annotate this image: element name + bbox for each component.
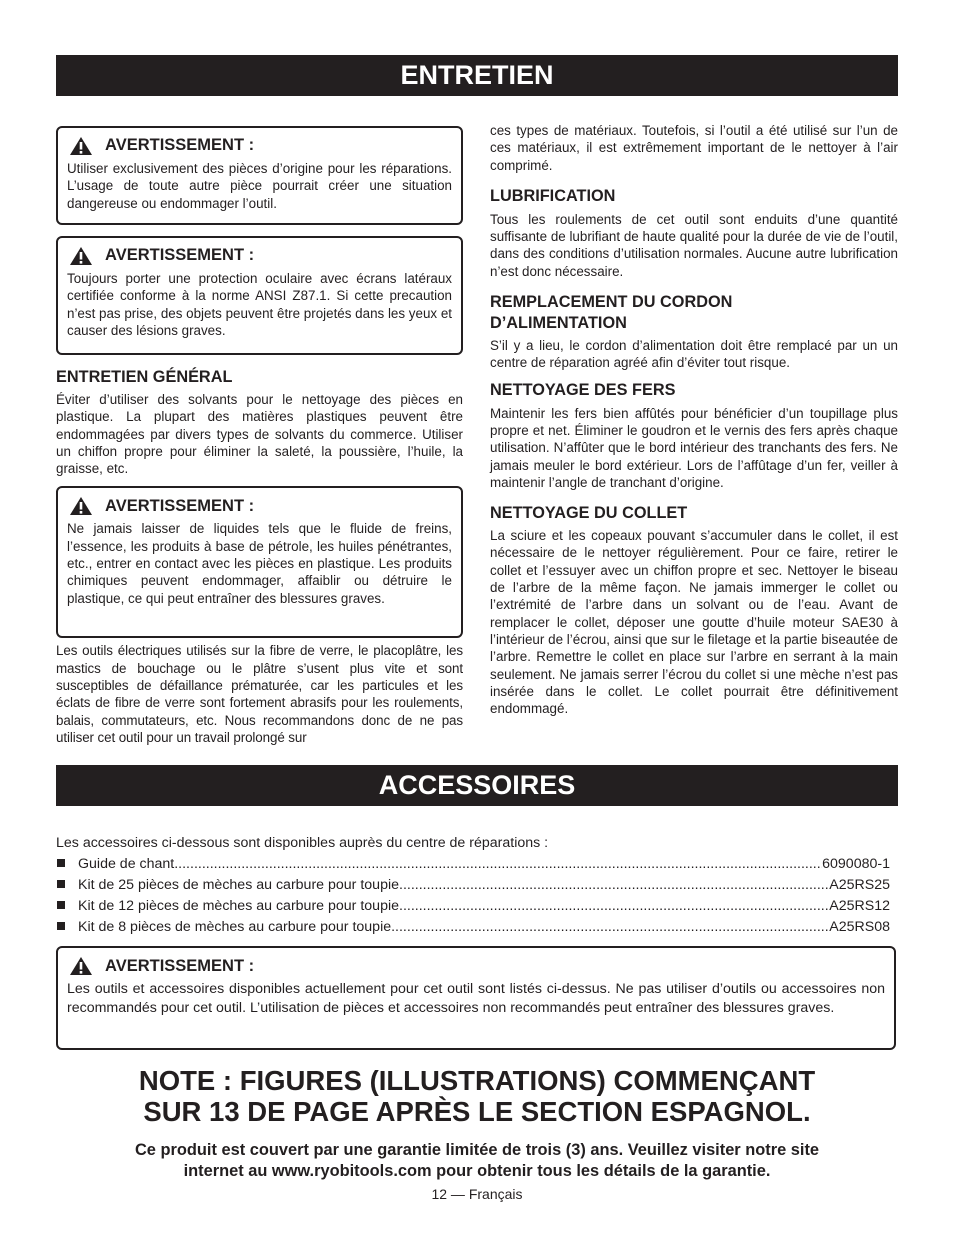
warning-triangle-icon (69, 136, 93, 156)
leader-dots (391, 917, 829, 938)
warning-title: AVERTISSEMENT : (105, 246, 255, 265)
paragraph-continued: ces types de matériaux. Toutefois, si l’outil a été utilisé sur l’un de ces matériaux, il est extrêmement important de le nettoyer à l’air comprimé. (490, 123, 898, 173)
warning-text: Les outils et accessoires disponibles actuellement pour cet outil sont listés ci-dessus. Ne pas utiliser d’outils ou accessoires non recommandés pour cet outil. L’utilisation de pièces et accessoires non recommandés peut entraîner des blessures graves. (67, 981, 885, 1016)
accessory-item (56, 854, 890, 875)
warning-triangle-icon (69, 496, 93, 516)
leader-dots (174, 854, 822, 875)
accessory-name: Kit de 12 pièces de mèches au carbure pour toupie (78, 898, 399, 914)
paragraph-cordon: S’il y a lieu, le cordon d’alimentation doit être remplacé par un un centre de réparation agréé afin d’éviter tout risque. (490, 338, 898, 371)
warning-box-original-parts (56, 126, 463, 225)
warranty-line-2: internet au www.ryobitools.com pour obtenir tous les détails de la garantie. (183, 1162, 771, 1180)
left-column (56, 126, 463, 746)
page-number: 12 — Français (431, 1186, 523, 1202)
accessory-code: A25RS12 (829, 898, 890, 914)
paragraph-collet: La sciure et les copeaux pouvant s’accumuler dans le collet, il est nécessaire de le nettoyer régulièrement. Pour ce faire, retirer le collet et l’essuyer avec un chiffon propre et sec. Nettoyer le biseau de l’arbre de la même façon. Ne jamais immerger le collet ou l’extrémité de l’arbre dans un solvant ou de l’eau. Avant de remplacer le collet, déposer une goutte d’huile moteur SAE30 à l’intérieur de l’écrou, ainsi que sur le filetage et la partie biseautée de l’arbre. Remettre le collet en place sur l’arbre en serrant à la main seulement. Ne jamais serrer l’écrou du collet si une mèche n’est pas insérée dans le collet. Le collet pourrait être définitivement endommagé. (490, 528, 898, 717)
bullet-icon (57, 880, 65, 888)
bullet-icon (57, 901, 65, 909)
accessory-name: Kit de 25 pièces de mèches au carbure pour toupie (78, 877, 399, 893)
note-line-1: NOTE : FIGURES (ILLUSTRATIONS) COMMENÇANT (138, 1065, 816, 1096)
accessory-code: 6090080-1 (822, 856, 890, 872)
warning-title: AVERTISSEMENT : (105, 956, 255, 975)
warning-header (67, 136, 452, 156)
accessory-code: A25RS25 (829, 877, 890, 893)
accessories-intro: Les accessoires ci-dessous sont disponibles auprès du centre de réparations : (56, 835, 549, 851)
leader-dots (399, 875, 829, 896)
warning-text: Toujours porter une protection oculaire avec écrans latéraux certifiée conforme à la norme ANSI Z87.1. Si cette precaution n’est pas prise, des objets peuvent être projetés dans les yeux et causer des lésions graves. (67, 271, 452, 338)
warning-header (67, 496, 452, 516)
section-heading-cordon-line1: REMPLACEMENT DU CORDON (490, 293, 733, 312)
leader-dots (399, 896, 829, 917)
warning-text: Utiliser exclusivement des pièces d’origine pour les réparations. L’usage de toute autre pièce pourrait créer une situation dangereuse ou endommager l’outil. (67, 161, 452, 211)
paragraph-entretien-general: Éviter d’utiliser des solvants pour le nettoyage des pièces en plastique. La plupart des matières plastiques peuvent être endommagées par divers types de solvants du commerce. Utiliser un chiffon propre pour éliminer la saleté, la poussière, l’huile, la graisse, etc. (56, 392, 463, 477)
warning-box-liquids (56, 486, 463, 638)
warranty-line-1: Ce produit est couvert par une garantie limitée de trois (3) ans. Veuillez visiter notre site (134, 1141, 820, 1159)
note-line-2: SUR 13 DE PAGE APRÈS LE SECTION ESPAGNOL. (143, 1096, 811, 1127)
accessoires-banner: ACCESSOIRES (56, 765, 898, 806)
section-heading-cordon-line2: D’ALIMENTATION (490, 314, 627, 333)
accessory-item (56, 875, 890, 896)
warning-text: Ne jamais laisser de liquides tels que le fluide de freins, l’essence, les produits à base de pétrole, les huiles pénétrantes, etc., entrer en contact avec les pièces en plastique. Les produits chimiques peuvent endommager, affaiblir ou détruire le plastique, ce qui peut entraîner des blessures graves. (67, 521, 452, 606)
warning-header (67, 956, 885, 976)
section-heading-fers: NETTOYAGE DES FERS (490, 380, 676, 399)
right-column (490, 122, 898, 717)
paragraph-lubrification: Tous les roulements de cet outil sont enduits d’une quantité suffisante de lubrifiant de haute qualité pour la durée de vie de l’outil, dans des conditions d’utilisation normales. Aucune autre lubrification n’est donc nécessaire. (490, 211, 898, 279)
paragraph-fers: Maintenir les fers bien affûtés pour bénéficier d’un toupillage plus propre et net. Éliminer le goudron et le vernis des fers après chaque utilisation. N’affûter que le bord intérieur des tranchants des fers. Ne jamais meuler le bord extérieur. Lors de l’affûtage d’un fer, veiller à maintenir l’angle de tranchant d’origine. (490, 405, 898, 490)
warning-triangle-icon (69, 956, 93, 976)
figures-note (0, 1065, 954, 1127)
accessory-name: Guide de chant (78, 856, 175, 872)
accessory-name: Kit de 8 pièces de mèches au carbure pour toupie (78, 919, 392, 935)
warning-title: AVERTISSEMENT : (105, 496, 255, 515)
bullet-icon (57, 922, 65, 930)
warning-box-eye-protection (56, 236, 463, 355)
warning-triangle-icon (69, 246, 93, 266)
warranty-statement (0, 1140, 954, 1182)
section-heading-collet: NETTOYAGE DU COLLET (490, 504, 688, 523)
section-heading-entretien-general: ENTRETIEN GÉNÉRAL (56, 368, 233, 386)
accessory-code: A25RS08 (829, 919, 890, 935)
warning-header (67, 246, 452, 266)
warning-box-accessories (56, 946, 896, 1050)
warning-title: AVERTISSEMENT : (105, 136, 255, 155)
paragraph-fiberglass: Les outils électriques utilisés sur la fibre de verre, le placoplâtre, les mastics de bouchage ou le plâtre s’usent plus vite et sont susceptibles de défaillance prématurée, car les particules et les éclats de fibre de verre sont fortement abrasifs pour les roulements, balais, commutateurs, etc. Nous recommandons donc de ne pas utiliser cet outil pour un travail prolongé sur (56, 643, 463, 745)
accessory-item (56, 896, 890, 917)
bullet-icon (57, 859, 65, 867)
accessory-item (56, 917, 890, 938)
entretien-banner: ENTRETIEN (56, 55, 898, 96)
section-heading-lubrification: LUBRIFICATION (490, 186, 616, 205)
accessories-section (56, 833, 890, 938)
